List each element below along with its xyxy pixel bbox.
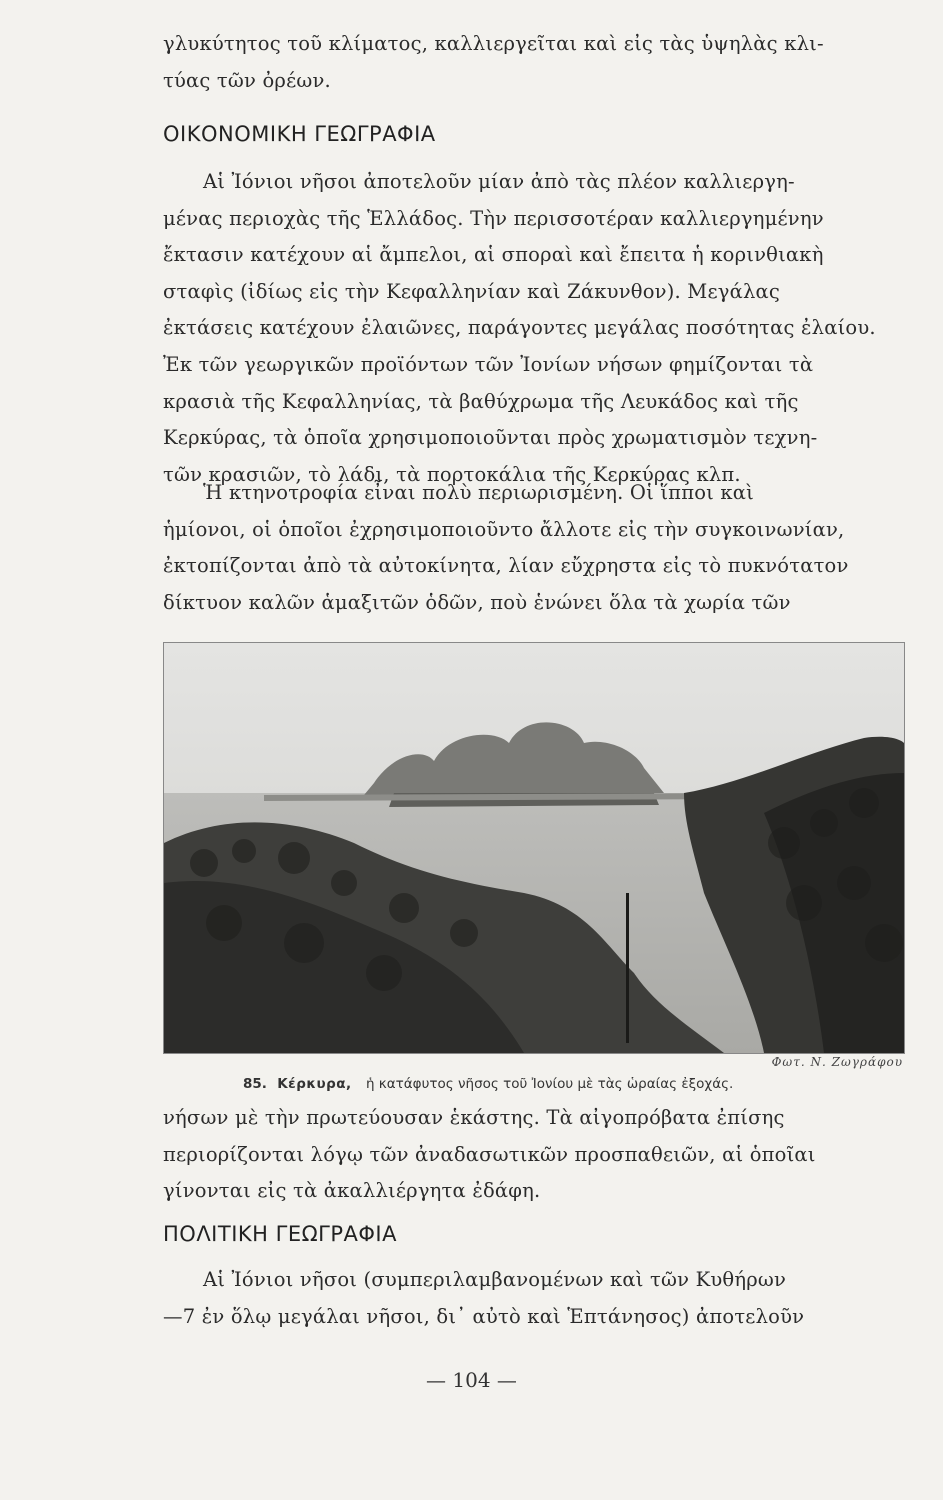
- text-line: ἔκτασιν κατέχουν αἱ ἄμπελοι, αἱ σποραὶ καὶ ἔπειτα ἡ κορινθιακὴ: [163, 243, 824, 267]
- text-line: τῶν κρασιῶν, τὸ λάδι, τὰ πορτοκάλια τῆς Κερκύρας κλπ.: [163, 462, 741, 486]
- figure-number: 85.: [243, 1076, 267, 1092]
- text-line: ἡμίονοι, οἱ ὁποῖοι ἐχρησιμοποιοῦντο ἄλλοτε εἰς τὴν συγκοινωνίαν,: [163, 517, 845, 541]
- figure-caption: [243, 1076, 733, 1092]
- text-line: τύας τῶν ὀρέων.: [163, 68, 331, 92]
- heading-political-geography: ΠΟΛΙΤΙΚΗ ΓΕΩΓΡΑΦΙΑ: [163, 1222, 397, 1246]
- figure-title: Κέρκυρα,: [277, 1076, 352, 1092]
- text-line: Αἱ Ἰόνιοι νῆσοι ἀποτελοῦν μίαν ἀπὸ τὰς πλέον καλλιεργη-: [203, 170, 795, 193]
- corfu-photograph: [163, 642, 905, 1054]
- heading-economic-geography: ΟΙΚΟΝΟΜΙΚΗ ΓΕΩΓΡΑΦΙΑ: [163, 122, 436, 146]
- text-line: Ἡ κτηνοτροφία εἶναι πολὺ περιωρισμένη. Οἱ ἵπποι καὶ: [203, 481, 754, 504]
- text-line: Κερκύρας, τὰ ὁποῖα χρησιμοποιοῦνται πρὸς χρωματισμὸν τεχνη-: [163, 426, 818, 450]
- text-line: ἐκτοπίζονται ἀπὸ τὰ αὐτοκίνητα, λίαν εὔχρηστα εἰς τὸ πυκνότατον: [163, 554, 849, 578]
- text-line: Ἐκ τῶν γεωργικῶν προϊόντων τῶν Ἰονίων νήσων φημίζονται τὰ: [163, 352, 814, 376]
- economic-paragraph-2: [163, 475, 903, 621]
- figure-description: ἡ κατάφυτος νῆσος τοῦ Ἰονίου μὲ τὰς ὡραίας ἐξοχάς.: [365, 1076, 734, 1092]
- economic-paragraph-1: [163, 164, 903, 493]
- text-line: γίνονται εἰς τὰ ἀκαλλιέργητα ἐδάφη.: [163, 1179, 541, 1203]
- continuation-paragraph: [163, 1100, 903, 1210]
- text-line: νήσων μὲ τὴν πρωτεύουσαν ἑκάστης. Τὰ αἰγοπρόβατα ἐπίσης: [163, 1106, 785, 1129]
- text-line: ἐκτάσεις κατέχουν ἐλαιῶνες, παράγοντες μεγάλας ποσότητας ἐλαίου.: [163, 316, 876, 340]
- text-line: —7 ἐν ὅλῳ μεγάλαι νῆσοι, δι᾽ αὐτὸ καὶ Ἑπτάνησος) ἀποτελοῦν: [163, 1304, 805, 1328]
- text-line: σταφὶς (ἰδίως εἰς τὴν Κεφαλληνίαν καὶ Ζάκυνθον). Μεγάλας: [163, 279, 781, 303]
- text-line: Αἱ Ἰόνιοι νῆσοι (συμπεριλαμβανομένων καὶ τῶν Κυθήρων: [203, 1268, 787, 1291]
- photo-credit: Φωτ. Ν. Ζωγράφου: [771, 1055, 903, 1069]
- intro-paragraph: [163, 26, 903, 99]
- text-line: μένας περιοχὰς τῆς Ἑλλάδος. Τὴν περισσοτέραν καλλιεργημένην: [163, 206, 824, 230]
- text-line: γλυκύτητος τοῦ κλίματος, καλλιεργεῖται καὶ εἰς τὰς ὑψηλὰς κλι-: [163, 32, 824, 55]
- text-line: κρασιὰ τῆς Κεφαλληνίας, τὰ βαθύχρωμα τῆς Λευκάδος καὶ τῆς: [163, 389, 799, 413]
- page-number: — 104 —: [426, 1368, 517, 1392]
- political-paragraph: [163, 1262, 903, 1335]
- text-line: περιορίζονται λόγῳ τῶν ἀναδασωτικῶν προσπαθειῶν, αἱ ὁποῖαι: [163, 1142, 816, 1166]
- text-line: δίκτυον καλῶν ἁμαξιτῶν ὁδῶν, ποὺ ἑνώνει ὅλα τὰ χωρία τῶν: [163, 590, 791, 614]
